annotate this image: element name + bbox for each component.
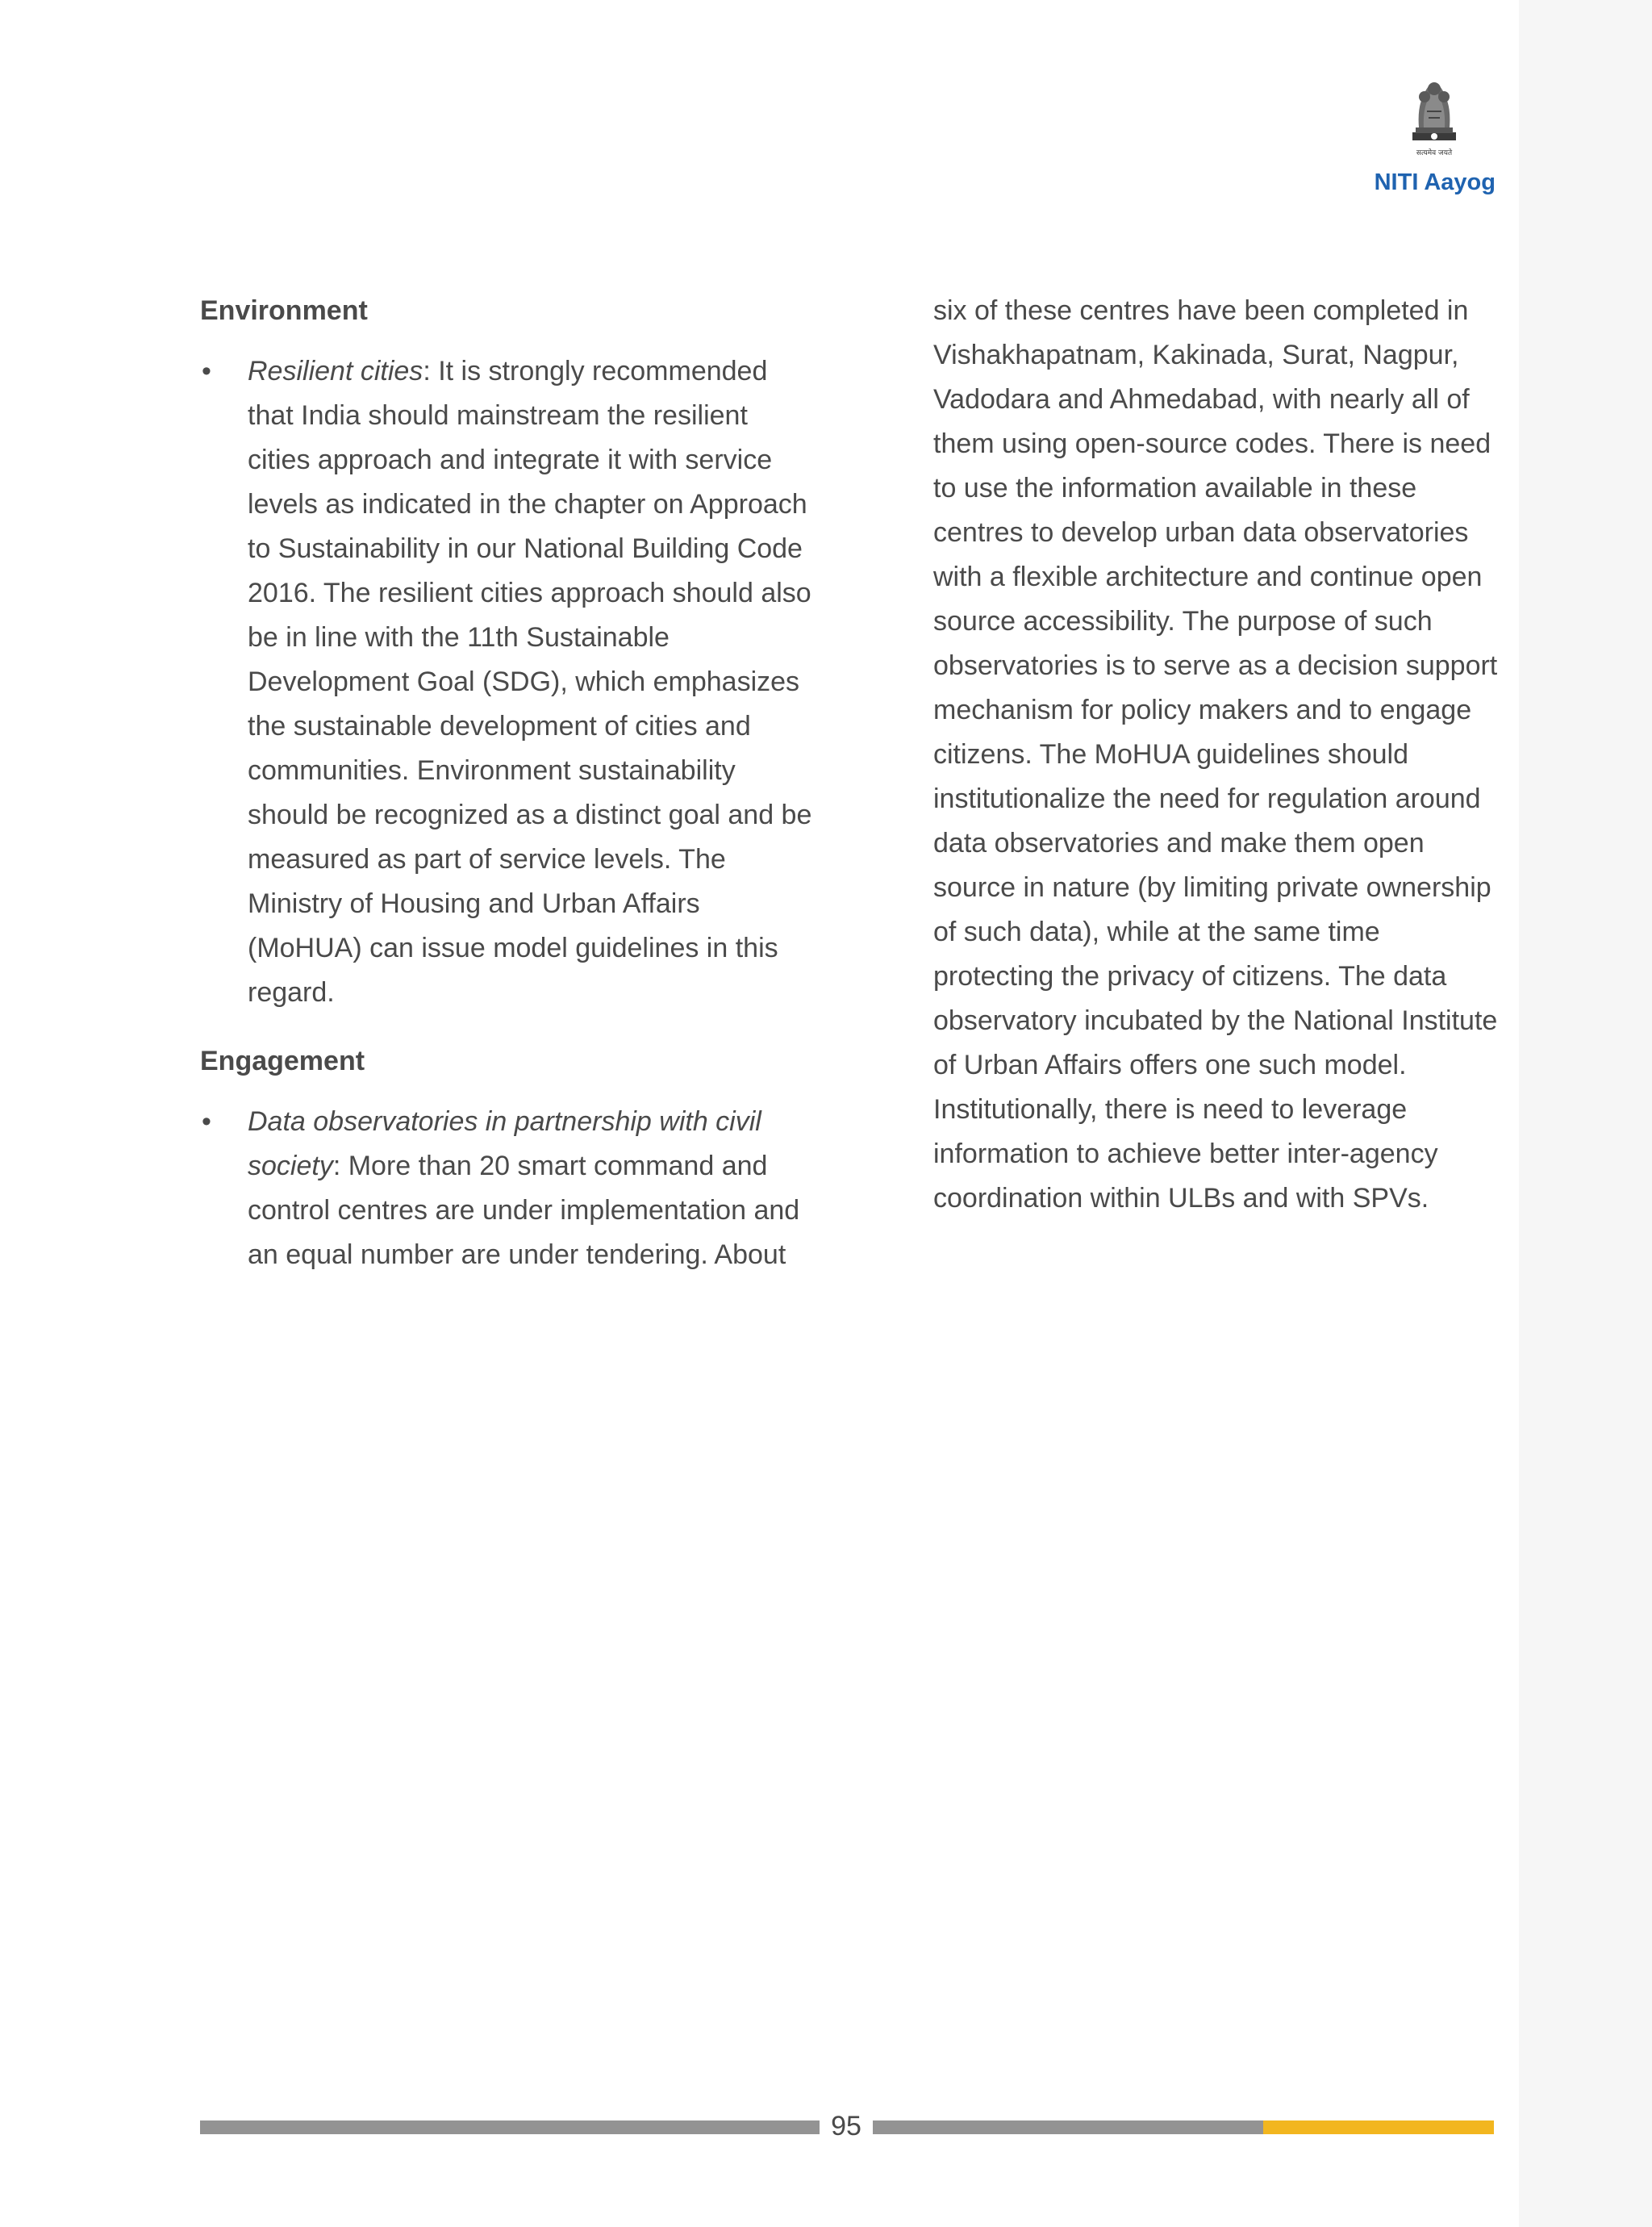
emblem-motto: सत्यमेव जयते (1416, 149, 1453, 157)
bullet-term: Resilient cities (248, 356, 423, 386)
national-emblem-icon (1398, 71, 1471, 168)
page-number: 95 (831, 2111, 861, 2141)
engagement-heading: Engagement (200, 1046, 365, 1076)
footer-accent-bar (1263, 2120, 1494, 2134)
bullet-term: Data observatories in partnership with civil society (248, 1106, 761, 1181)
list-item (200, 1100, 813, 1277)
right-column (933, 289, 1498, 1221)
footer-bar-right (873, 2120, 1263, 2134)
org-name: NITI Aayog (1374, 169, 1496, 195)
bullet-text: : More than 20 smart command and control centres are under implementation and an equal number are under tendering. About (248, 1151, 800, 1270)
bullet-icon: • (202, 1106, 211, 1137)
list-item (200, 349, 813, 1015)
environment-heading: Environment (200, 295, 368, 326)
page-edge-shade (1519, 0, 1652, 2227)
left-column (200, 289, 813, 1302)
footer-bar-left (200, 2120, 820, 2134)
bullet-icon: • (202, 356, 211, 386)
bullet-text: : It is strongly recommended that India should mainstream the resilient cities approach and integrate it with service levels as indicated in the chapter on Approach to Sustainability in our National Building Code 2016. The resilient cities approach should also be in line with the 11th Sustainable Development Goal (SDG), which emphasizes the sustainable development of cities and communities. Environment sustainability should be recognized as a distinct goal and be measured as part of service levels. The Ministry of Housing and Urban Affairs (MoHUA) can issue model guidelines in this regard. (248, 356, 812, 1008)
right-column-paragraph: six of these centres have been completed in Vishakhapatnam, Kakinada, Surat, Nagpur, Vadodara and Ahmedabad, with nearly all of them using open-source codes. There is need to use the information available in these centres to develop urban data observatories with a flexible architecture and continue open source accessibility. The purpose of such observatories is to serve as a decision support mechanism for policy makers and to engage citizens. The MoHUA guidelines should institutionalize the need for regulation around data observatories and make them open source in nature (by limiting private ownership of such data), while at the same time protecting the privacy of citizens. The data observatory incubated by the National Institute of Urban Affairs offers one such model. Institutionally, there is need to leverage information to achieve better inter-agency coordination within ULBs and with SPVs. (933, 295, 1498, 1214)
